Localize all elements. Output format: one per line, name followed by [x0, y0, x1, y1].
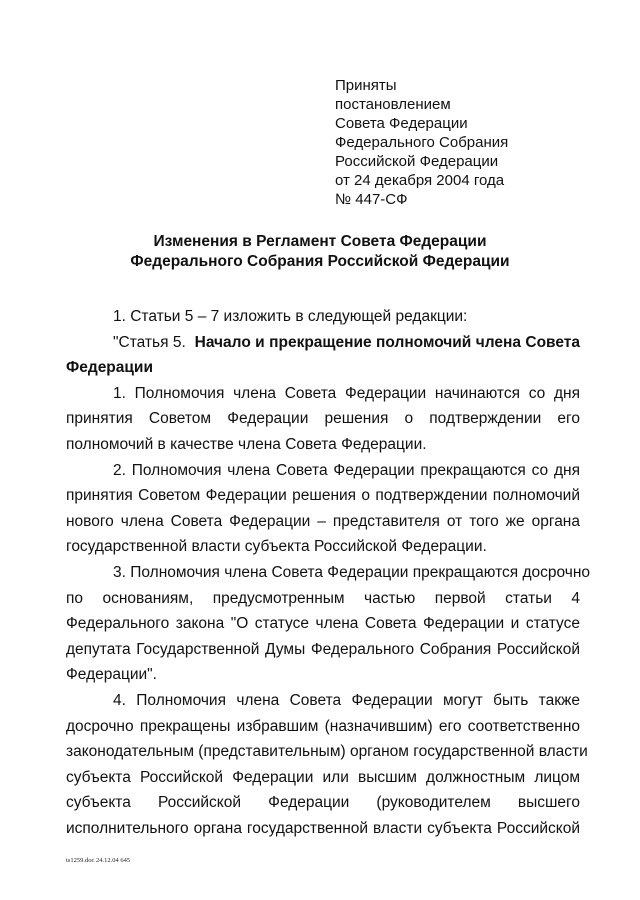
- adoption-line: Приняты: [335, 77, 397, 94]
- paragraph-3-line: депутата Государственной Думы Федерального Собрания Российской: [66, 640, 580, 658]
- paragraph-4-line: исполнительного органа государственной власти субъекта Российской: [66, 819, 580, 837]
- paragraph-3-line: Федерации".: [66, 666, 157, 684]
- adoption-line: постановлением: [335, 96, 451, 113]
- paragraph-3-line: по основаниям, предусмотренным частью первой статьи 4: [66, 589, 580, 607]
- article-heading-prefix: "Статья 5.: [113, 333, 186, 351]
- article-heading-title: Начало и прекращение полномочий члена Совета: [194, 333, 580, 351]
- adoption-line: Совета Федерации: [335, 115, 468, 132]
- paragraph-2-line: принятия Советом Федерации решения о подтверждении полномочий: [66, 487, 580, 505]
- article-heading-title-cont: Федерации: [66, 359, 153, 377]
- paragraph-1-line: 1. Полномочия члена Совета Федерации начинаются со дня: [113, 384, 580, 402]
- paragraph-2-line: нового члена Совета Федерации – представителя от того же органа: [66, 512, 580, 530]
- article-heading: [66, 330, 580, 356]
- paragraph-4-line: 4. Полномочия члена Совета Федерации могут быть также: [113, 691, 580, 709]
- paragraph-2-line: 2. Полномочия члена Совета Федерации прекращаются со дня: [113, 461, 580, 479]
- paragraph-1-line: полномочий в качестве члена Совета Федерации.: [66, 435, 427, 453]
- paragraph-4-line: законодательным (представительным) органом государственной власти: [66, 743, 588, 761]
- paragraph-4-line: субъекта Российской Федерации (руководителем высшего: [66, 794, 580, 812]
- file-info-footer: ts1259.doc 24.12.04 645: [66, 857, 131, 864]
- adoption-line: № 447-СФ: [335, 191, 408, 208]
- title-line-2: Федерального Собрания Российской Федерации: [130, 253, 510, 270]
- paragraph-2-line: государственной власти субъекта Российской Федерации.: [66, 538, 487, 556]
- document-title: [0, 232, 640, 272]
- document-body: [66, 304, 591, 841]
- paragraph-4-line: субъекта Российской Федерации или высшим должностным лицом: [66, 768, 580, 786]
- adoption-note: [335, 76, 508, 209]
- intro-paragraph: 1. Статьи 5 – 7 изложить в следующей редакции:: [113, 308, 468, 325]
- paragraph-3-line: Федерального закона "О статусе члена Совета Федерации и статусе: [66, 615, 580, 633]
- adoption-line: от 24 декабря 2004 года: [335, 172, 505, 189]
- paragraph-4-line: досрочно прекращены избравшим (назначившим) его соответственно: [66, 717, 580, 735]
- adoption-line: Федерального Собрания: [335, 134, 509, 151]
- adoption-line: Российской Федерации: [335, 153, 499, 170]
- title-line-1: Изменения в Регламент Совета Федерации: [153, 233, 487, 250]
- paragraph-3-line: 3. Полномочия члена Совета Федерации прекращаются досрочно: [113, 563, 591, 581]
- paragraph-1-line: принятия Советом Федерации решения о подтверждении его: [66, 410, 580, 428]
